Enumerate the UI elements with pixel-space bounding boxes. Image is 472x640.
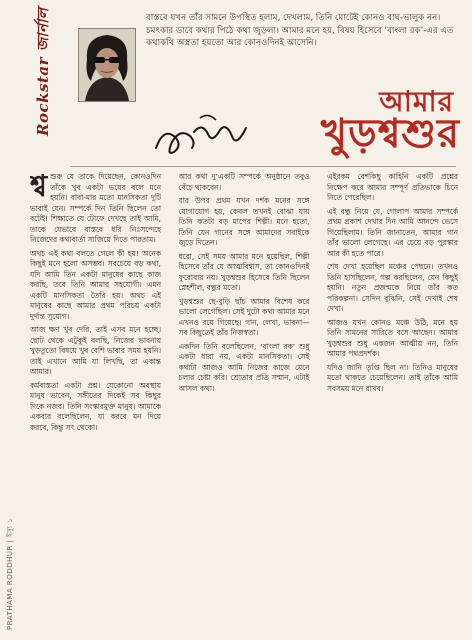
article-body: [30, 172, 458, 620]
article-paragraph: শ্ব শুরু যে তাকে দিয়েছেন, কোনওদিন তাঁকে খুব একটা ভয়ের বলে মনে হয়নি। বাবা-মার মতো মানসিকতা দুটি ভাবাই যেন। সম্পর্কে দিন তিনি ছিলেন তো বটেই! শিক্ষাতে যে টোফে দেখছে তাই আমি, তাকে যেভাবে বাস্তবে ধরি নিঃসন্দেহে নিজেদের কথাবার্তা সাজিয়ে দিতে পারতাম।: [30, 172, 161, 244]
article-paragraph: শেষ দেখা হয়েছিল মঞ্চের পেছনে। তখনও তিনি হাসছিলেন, গল্প করছিলেন, যেন কিছুই হয়নি। নতুন প্রজন্মকে নিয়ে তাঁর কত পরিকল্পনা। সেদিন বুঝিনি, সেই দেখাই শেষ দেখা।: [327, 262, 458, 313]
title-line-1: আমার: [379, 85, 454, 118]
author-photo: [78, 28, 136, 102]
drop-cap: শ্ব: [30, 172, 48, 204]
article-paragraph: কর্মব্যস্ততা একটা প্রশ্ন। যেকোনো অবস্থায় মানুষ ভাবেন, সঙ্গীতের দিকেই সব কিছুর দিকে নজর। তিনি সংস্কারমুক্ত মানুষ। আমাকে একবার বলেছিলেন, যা করবে মন দিয়ে করবে, কিন্তু সৎ থেকো।: [30, 380, 161, 432]
intro-paragraph: বাস্তবে যখন তাঁর সামনে উপস্থিত হলাম, দেখলাম, তিনি মোটেই কোনও বাঘ-ভালুক নন। চমৎকার ডাবে কথার পিঠে কথা জুড়লা। আমার মনে হয়, বিষয় হিসেবে ‘বাংলা রক’-এর এত কথাকথি অস্ত্রতা হয়তো আর কোনওদিনই আসেনি।: [146, 13, 454, 49]
column-name: Rockstar জার্নাল: [34, 8, 52, 137]
article-paragraph: একদিন তিনি বলেছিলেন, ‘বাংলা রক’ শুধু একটা ধারা নয়, একটা মানসিকতা। সেই কথাটা আজও আমি নিজের কাজে মেনে চলার চেষ্টা করি। শ্রোতার প্রতি সম্মান, এটাই আসল কথা।: [178, 341, 310, 393]
article-paragraph: যার উপর প্রথম যখন দর্শক মনের সঙ্গে যোগাযোগ হয়, কেবল তখনই বোঝা যায় তিনি কতটা বড় মাপের শিল্পী। মনে হতো, তিনি যেন গানের সঙ্গে আমাদের সবাইকে জুড়ে দিতেন।: [178, 196, 310, 247]
signature-image: [150, 108, 260, 164]
title-line-2: খুড়শ্বশুর: [320, 110, 460, 157]
article-column-1: [30, 172, 161, 620]
article-paragraph: আজ ক্ষণ খুব দেরি, তাই এসব মনে হচ্ছে। ছোট থেকে এটুকুই বলছি, নিজের ভাবনায় খুড়তুতো বিষয়ে খুব বেশি ভাবার সময় হয়নি। তাই এখানে আমি যা লিখছি, তা একান্ত আমার।: [30, 325, 161, 376]
article-paragraph: অথচ এই কথা বলতে গেলে কী হয়! অনেক কিছুই মনে হলো অসম্ভব। সবচেয়ে বড় কথা, যদি আমি তিন একটা মানুষের কাছে কাজ করছি, তবে তিনি আমার সহযোগী। এমন একটি মানসিকতা তৈরি হয়। অথচ এই মানুষের কাছে আমার প্রথম পরিচয় একটা দুর্দান্ত সুযোগ।: [30, 248, 161, 321]
article-paragraph: খুড়শ্বশুর ছে-বুড়ি ছাঁচ আমার বিশেষ করে ভালো লেগেছিল। সেই দুটো কথা আমার মনে এখনও রয়ে গিয়েছে। গান, লেখা, ভাবনা—সব কিছুতেই তাঁর নিজস্বতা।: [178, 296, 310, 337]
article-paragraph: এই বন্ধু নিয়ে যে, গোলাপ আমার সম্পর্কে প্রথম প্রকাশ দেখার দিন আমি আনন্দে ভেসে গিয়েছিলাম। তিনি জানাতেন, আমার গান তাঁর ভালো লেগেছে। এর চেয়ে বড় পুরস্কার আর কী হতে পারে।: [327, 206, 458, 258]
article-paragraph: আজও যখন কোনও মঞ্চে উঠি, মনে হয় তিনি সামনের সারিতে বসে আছেন। আমার খুড়শ্বশুর শুধু একজন আত্মীয় নন, তিনি আমার পথপ্রদর্শক।: [327, 317, 458, 358]
article-column-3: [327, 172, 458, 620]
article-column-2: [179, 172, 310, 620]
side-credit: PRATHAMA RODDHUR | ইস্যু ১: [6, 517, 14, 630]
header-divider: [70, 166, 456, 167]
article-paragraph: আর কথা দু’একটি সম্পর্কে অনুষ্ঠানে তবুও বেঁচে থাকবেন।: [178, 172, 310, 192]
article-paragraph: যদিও জানি তৃপ্তি ছিল না। তিনিও মানুষের মতো থাকতে চেয়েছিলেন। তাই তাঁকে আমি সবসময় মনে রাখব।: [327, 362, 458, 393]
article-paragraph: ধরো, সেই সময় আমার মনে হয়েছিল, শিল্পী হিসেবে তাঁর যে আত্মবিশ্বাস, তা কোনওদিনই ফুরোবার নয়। খুড়শ্বশুর হিসেবে তিনি ছিলেন স্নেহশীল, বন্ধুর মতো।: [178, 251, 310, 292]
article-paragraph: এইরকম বেশকিছু কাহিনি একটি প্রশ্নের নিক্ষেপ করে আমার সম্পূর্ণ প্রতিভাকে চিনে নিতে পেরেছিল।: [327, 172, 458, 202]
